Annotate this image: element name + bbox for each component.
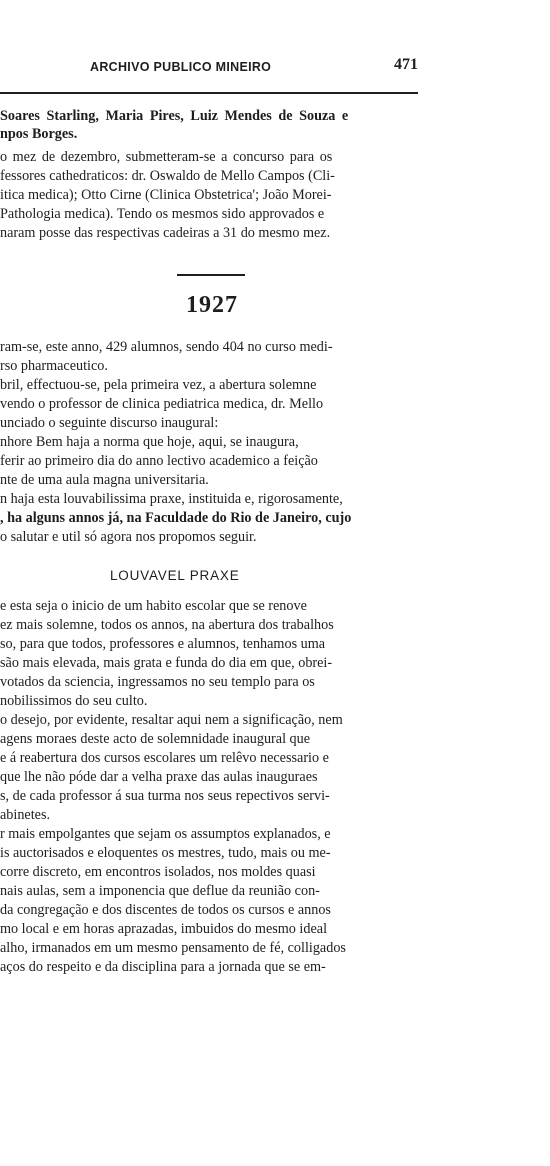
text-line: itica medica); Otto Cirne (Clinica Obstetrica'; João Morei- xyxy=(0,187,332,203)
text-line: mo local e em horas aprazadas, imbuidos do mesmo ideal xyxy=(0,921,328,937)
text-line: nhore Bem haja a norma que hoje, aqui, se inaugura, xyxy=(0,434,299,450)
running-title: ARCHIVO PUBLICO MINEIRO xyxy=(90,60,272,74)
header-rule xyxy=(0,92,418,94)
text-line: is auctorisados e eloquentes os mestres, tudo, mais ou me- xyxy=(0,845,331,861)
section-separator xyxy=(177,274,245,276)
text-line: Pathologia medica). Tendo os mesmos sido approvados e xyxy=(0,206,325,222)
text-line: r mais empolgantes que sejam os assumptos explanados, e xyxy=(0,826,331,842)
page-number: 471 xyxy=(394,56,418,73)
text-line: nais aulas, sem a imponencia que deflue da reunião con- xyxy=(0,883,320,899)
section-heading: LOUVAVEL PRAXE xyxy=(110,568,240,583)
text-line: o mez de dezembro, submetteram-se a concurso para os xyxy=(0,149,333,165)
text-line: da congregação e dos discentes de todos os cursos e annos xyxy=(0,902,331,918)
text-line: fessores cathedraticos: dr. Oswaldo de Mello Campos (Cli- xyxy=(0,168,335,184)
text-line: e esta seja o inicio de um habito escolar que se renove xyxy=(0,598,307,614)
text-line: Soares Starling, Maria Pires, Luiz Mendes de Souza e xyxy=(0,108,349,124)
text-line: so, para que todos, professores e alumnos, tenhamos uma xyxy=(0,636,326,652)
year-heading: 1927 xyxy=(186,292,238,318)
text-line: ez mais solemne, todos os annos, na abertura dos trabalhos xyxy=(0,617,334,633)
text-line: naram posse das respectivas cadeiras a 31 do mesmo mez. xyxy=(0,225,331,241)
text-line: ram-se, este anno, 429 alumnos, sendo 404 no curso medi- xyxy=(0,339,333,355)
text-line: s, de cada professor á sua turma nos seus repectivos servi- xyxy=(0,788,330,804)
text-line: votados da sciencia, ingressamos no seu templo para os xyxy=(0,674,315,690)
text-line: bril, effectuou-se, pela primeira vez, a abertura solemne xyxy=(0,377,317,393)
text-line: nte de uma aula magna universitaria. xyxy=(0,472,209,488)
text-line: , ha alguns annos já, na Faculdade do Rio de Janeiro, cujo xyxy=(0,510,352,526)
text-line: são mais elevada, mais grata e funda do dia em que, obrei- xyxy=(0,655,333,671)
text-line: que lhe não póde dar a velha praxe das aulas inauguraes xyxy=(0,769,318,785)
text-line: o salutar e util só agora nos propomos seguir. xyxy=(0,529,257,545)
text-line: corre discreto, em encontros isolados, nos moldes quasi xyxy=(0,864,316,880)
text-line: ferir ao primeiro dia do anno lectivo academico a feição xyxy=(0,453,318,469)
text-line: e á reabertura dos cursos escolares um relêvo necessario e xyxy=(0,750,329,766)
text-line: unciado o seguinte discurso inaugural: xyxy=(0,415,219,431)
text-line: aços do respeito e da disciplina para a jornada que se em- xyxy=(0,959,326,975)
text-line: alho, irmanados em um mesmo pensamento de fé, colligados xyxy=(0,940,346,956)
text-line: vendo o professor de clinica pediatrica medica, dr. Mello xyxy=(0,396,324,412)
text-line: abinetes. xyxy=(0,807,51,823)
text-line: n haja esta louvabilissima praxe, instituida e, rigorosamente, xyxy=(0,491,343,507)
text-line: o desejo, por evidente, resaltar aqui nem a significação, nem xyxy=(0,712,343,728)
text-line: nobilissimos do seu culto. xyxy=(0,693,148,709)
text-line: rso pharmaceutico. xyxy=(0,358,108,374)
text-line: npos Borges. xyxy=(0,126,78,142)
text-line: agens moraes deste acto de solemnidade inaugural que xyxy=(0,731,311,747)
